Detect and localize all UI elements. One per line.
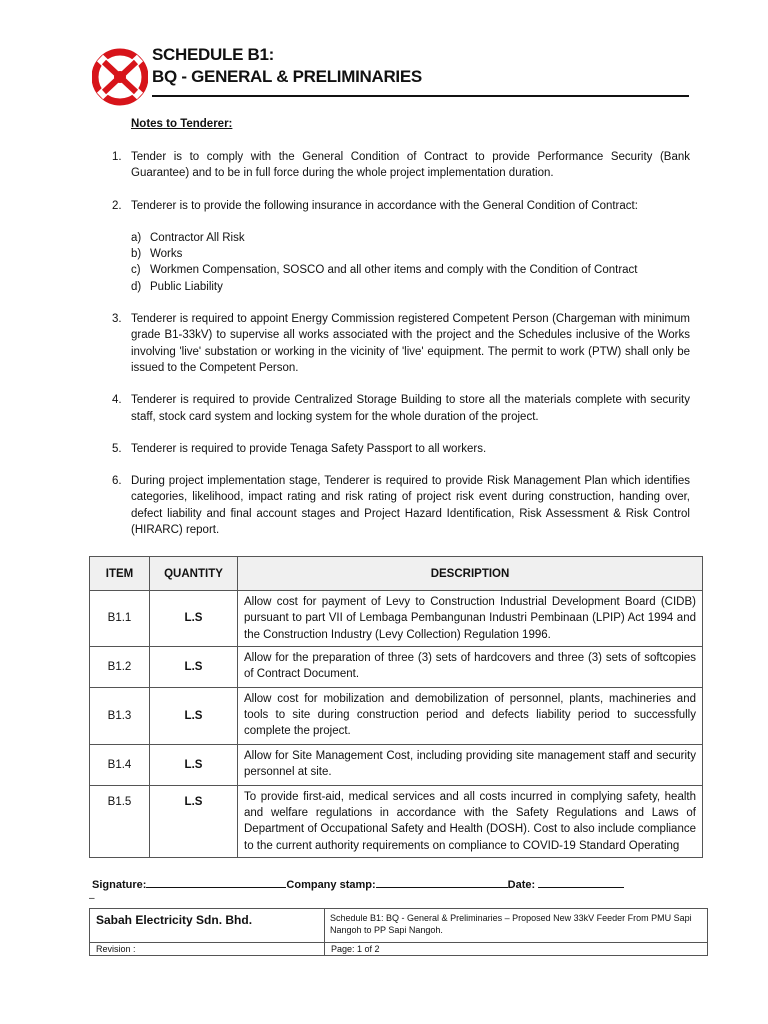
sublist-label: a)	[131, 231, 142, 244]
note-text: Tenderer is required to provide Centralized Storage Building to store all the materials complete with security staff, stock card system and locking system for the whole duration of the project.	[131, 394, 690, 423]
company-logo	[92, 44, 148, 110]
note-item	[112, 392, 690, 425]
description-cell: Allow for the preparation of three (3) sets of hardcovers and three (3) sets of softcopies of Contract Document.	[238, 646, 703, 687]
note-text: Tenderer is required to provide Tenaga Safety Passport to all workers.	[131, 442, 487, 455]
note-number: 3.	[112, 313, 122, 326]
description-cell: Allow cost for mobilization and demobilization of personnel, plants, machineries and tools to site during construction period and defects liability period to successfully complete the project.	[238, 687, 703, 744]
note-item	[112, 198, 690, 295]
company-stamp-field[interactable]	[376, 878, 508, 888]
sublist-label: c)	[131, 264, 141, 277]
table-row	[90, 591, 703, 647]
quantity-cell: L.S	[150, 785, 238, 857]
description-cell: To provide first-aid, medical services and all costs incurred in complying safety, health and welfare regulations in accordance with the Safety Regulations and Laws of Department of Occupational Safety and Health (DOSH). Cost to also include compliance to the current authority requirements on compliance to COVID-19 Standard Operating	[238, 785, 703, 857]
insurance-sublist	[131, 230, 690, 295]
note-item	[112, 441, 690, 457]
sublist-text: Works	[150, 248, 183, 261]
footer-revision: Revision :	[90, 943, 325, 956]
note-text: Tenderer is to provide the following insurance in accordance with the General Condition of Contract:	[131, 199, 638, 212]
sublist-item	[131, 246, 690, 262]
description-cell: Allow for Site Management Cost, including providing site management staff and security personnel at site.	[238, 744, 703, 785]
title-line-2: BQ - GENERAL & PRELIMINARIES	[152, 67, 422, 86]
table-header-row	[90, 557, 703, 591]
signature-label: Signature:	[92, 879, 147, 891]
item-code: B1.4	[90, 744, 150, 785]
document-footer	[89, 908, 708, 956]
note-number: 6.	[112, 475, 122, 488]
header-item: ITEM	[90, 557, 150, 591]
note-number: 5.	[112, 442, 122, 455]
sublist-item	[131, 230, 690, 246]
header-quantity: QUANTITY	[150, 557, 238, 591]
footer-page-number: Page: 1 of 2	[325, 943, 708, 956]
note-text: Tender is to comply with the General Condition of Contract to provide Performance Security (Bank Guarantee) and to be in full force during the whole project implementation duration.	[131, 151, 690, 180]
header-description: DESCRIPTION	[238, 557, 703, 591]
signature-line	[92, 878, 624, 891]
sublist-label: d)	[131, 280, 142, 293]
sublist-item	[131, 279, 690, 295]
note-item	[112, 311, 690, 376]
note-number: 4.	[112, 394, 122, 407]
note-number: 2.	[112, 199, 122, 212]
date-label: Date:	[507, 879, 536, 891]
bq-table	[89, 556, 703, 858]
sublist-label: b)	[131, 248, 142, 261]
footer-document-title: Schedule B1: BQ - General & Preliminaries – Proposed New 33kV Feeder From PMU Sapi Nangoh to PP Sapi Nangoh.	[325, 909, 708, 943]
page-title	[152, 44, 422, 88]
sublist-item	[131, 262, 690, 278]
notes-list	[112, 149, 690, 554]
note-text: During project implementation stage, Tenderer is required to provide Risk Management Plan which identifies categories, likelihood, impact rating and risk rating of project risk event during construction, handing over, defect liability and final account stages and Project Hazard Identification, Risk Assessment & Risk Control (HIRARC) report.	[131, 475, 690, 537]
table-row	[90, 744, 703, 785]
table-row	[90, 785, 703, 857]
item-code: B1.5	[90, 785, 150, 857]
quantity-cell: L.S	[150, 744, 238, 785]
title-line-1: SCHEDULE B1:	[152, 45, 275, 64]
notes-heading: Notes to Tenderer:	[131, 118, 233, 130]
date-field[interactable]	[538, 878, 624, 888]
note-item	[112, 473, 690, 538]
note-text: Tenderer is required to appoint Energy Commission registered Competent Person (Chargeman with minimum grade B1-33kV) to supervise all works associated with the project and the Schedules inclusive of the Works involving 'live' substation or working in the vicinity of 'live' equipment. The permit to work (PTW) shall only be issued to the Competent Person.	[131, 313, 690, 374]
quantity-cell: L.S	[150, 591, 238, 647]
note-number: 1.	[112, 151, 122, 163]
sublist-text: Contractor All Risk	[150, 231, 245, 244]
logo-core	[114, 71, 126, 83]
item-code: B1.2	[90, 646, 150, 687]
stray-dash: –	[89, 893, 95, 904]
item-code: B1.1	[90, 591, 150, 647]
description-cell: Allow cost for payment of Levy to Construction Industrial Development Board (CIDB) pursuant to part VII of Lembaga Pembangunan Industri Pembinaan (LPIP) Act 1994 and the Construction Industry (Levy Collection) Regulation 1996.	[238, 591, 703, 647]
sublist-text: Public Liability	[150, 280, 223, 293]
signature-field[interactable]	[146, 878, 286, 888]
item-code: B1.3	[90, 687, 150, 744]
quantity-cell: L.S	[150, 646, 238, 687]
title-divider	[152, 95, 689, 97]
table-row	[90, 646, 703, 687]
company-stamp-label: Company stamp:	[286, 879, 376, 891]
footer-company: Sabah Electricity Sdn. Bhd.	[90, 909, 325, 943]
table-row	[90, 687, 703, 744]
quantity-cell: L.S	[150, 687, 238, 744]
sublist-text: Workmen Compensation, SOSCO and all other items and comply with the Condition of Contract	[150, 264, 638, 277]
note-item	[112, 149, 690, 182]
